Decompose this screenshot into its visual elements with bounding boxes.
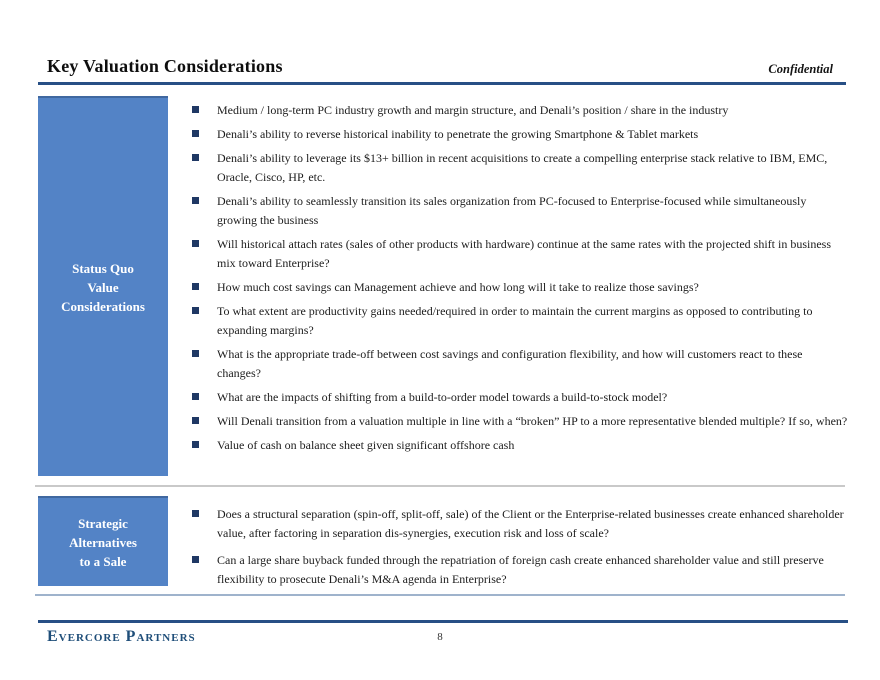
bullet-square-icon (192, 197, 199, 204)
status-quo-bullet-list (168, 96, 848, 476)
bullet-item (192, 302, 848, 340)
bullet-item (192, 235, 848, 273)
bullet-square-icon (192, 154, 199, 161)
section-label-line: Considerations (61, 298, 145, 314)
strategic-alternatives-section (38, 496, 848, 597)
section-label-line: to a Sale (79, 553, 127, 569)
bullet-text: Denali’s ability to seamlessly transition its sales organization from PC-focused to Enterprise-focused while simultaneously growing the business (217, 194, 807, 227)
header-rule (38, 82, 846, 85)
page-number: 8 (437, 631, 443, 643)
bullet-square-icon (192, 393, 199, 400)
bullet-text: What are the impacts of shifting from a build-to-order model towards a build-to-stock model? (217, 390, 668, 404)
section-label-line: Value (87, 279, 119, 295)
bullet-text: What is the appropriate trade-off between cost savings and configuration flexibility, and how will customers react to these changes? (217, 347, 803, 380)
bullet-item (192, 388, 848, 407)
section-label-line: Status Quo (72, 260, 134, 276)
bullet-text: Denali’s ability to reverse historical inability to penetrate the growing Smartphone & Tablet markets (217, 127, 699, 141)
bullet-text: Does a structural separation (spin-off, split-off, sale) of the Client or the Enterprise-related businesses create enhanced shareholder value, after factoring in separation dis-synergies, execution risk and loss of scale? (217, 507, 844, 540)
bullet-item (192, 436, 848, 455)
section-label-line: Alternatives (69, 534, 137, 550)
bullet-square-icon (192, 283, 199, 290)
company-wordmark: Evercore Partners (47, 628, 196, 645)
bullet-text: Medium / long-term PC industry growth and margin structure, and Denali’s position / share in the industry (217, 103, 729, 117)
bullet-square-icon (192, 556, 199, 563)
bullet-square-icon (192, 441, 199, 448)
confidential-label: Confidential (768, 62, 833, 76)
bullet-item (192, 192, 848, 230)
bullet-item (192, 101, 848, 120)
bullet-item (192, 278, 848, 297)
bullet-text: Will Denali transition from a valuation multiple in line with a “broken” HP to a more representative blended multiple? If so, when? (217, 414, 848, 428)
status-quo-label-box (38, 96, 168, 476)
bullet-item (192, 412, 848, 431)
bullet-text: Can a large share buyback funded through the repatriation of foreign cash create enhanced shareholder value and still preserve flexibility to prosecute Denali’s M&A agenda in Enterprise? (217, 553, 824, 586)
bullet-square-icon (192, 106, 199, 113)
bullet-text: Will historical attach rates (sales of other products with hardware) continue at the same rates with the projected shift in business mix toward Enterprise? (217, 237, 831, 270)
bullet-square-icon (192, 510, 199, 517)
page-title: Key Valuation Considerations (47, 56, 283, 76)
status-quo-section (38, 96, 848, 476)
footer-rule (38, 620, 848, 623)
bullet-text: How much cost savings can Management achieve and how long will it take to realize those savings? (217, 280, 699, 294)
bullet-item (192, 149, 848, 187)
section-label-line: Strategic (78, 515, 128, 531)
bullet-square-icon (192, 307, 199, 314)
bullet-square-icon (192, 240, 199, 247)
bullet-text: To what extent are productivity gains needed/required in order to maintain the current margins as opposed to contributing to expanding margins? (217, 304, 813, 337)
bullet-text: Value of cash on balance sheet given significant offshore cash (217, 438, 515, 452)
bullet-square-icon (192, 417, 199, 424)
bullet-item (192, 551, 848, 589)
strategic-alternatives-label-box (38, 496, 168, 586)
bullet-square-icon (192, 130, 199, 137)
bullet-item (192, 345, 848, 383)
bottom-divider (35, 594, 845, 596)
bullet-text: Denali’s ability to leverage its $13+ billion in recent acquisitions to create a compelling enterprise stack relative to IBM, EMC, Oracle, Cisco, HP, etc. (217, 151, 828, 184)
section-divider (35, 485, 845, 487)
bullet-square-icon (192, 350, 199, 357)
strategic-alternatives-bullet-list (168, 496, 848, 597)
bullet-item (192, 505, 848, 543)
bullet-item (192, 125, 848, 144)
